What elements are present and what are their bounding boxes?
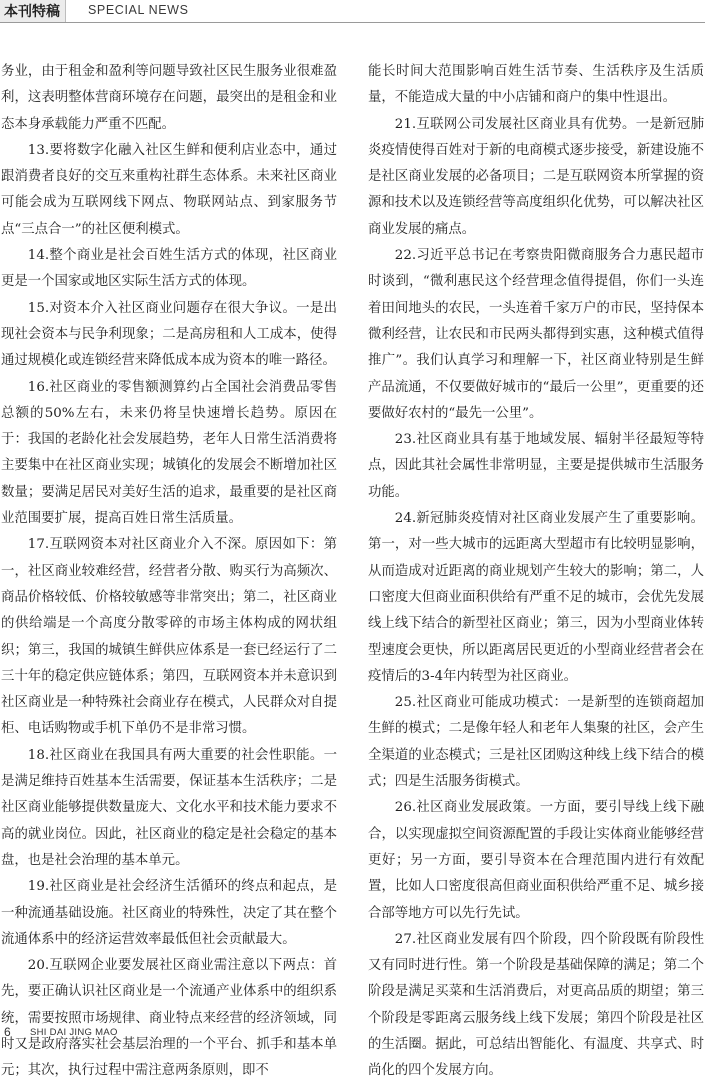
- page-header: [0, 0, 705, 23]
- page-number: 6: [4, 1025, 11, 1039]
- magazine-name: SHI DAI JING MAO: [30, 1027, 118, 1038]
- paragraph: 23.社区商业具有基于地域发展、辐射半径最短等特点，因此其社会属性非常明显，主要是提供城市生活服务功能。: [368, 432, 704, 500]
- paragraph: 22.习近平总书记在考察贵阳微商服务合力惠民超市时谈到，“微利惠民这个经营理念值得提倡，你们一头连着田间地头的农民，一头连着千家万户的市民，坚持保本微利经营，让农民和市民两头都得到实惠，这种模式值得推广”。我们认真学习和理解一下，社区商业特别是生鲜产品流通，不仅要做好城市的“最后一公里”，更重要的还要做好农村的“最先一公里”。: [368, 248, 704, 421]
- paragraph: 能长时间大范围影响百姓生活节奏、生活秩序及生活质量，不能造成大量的中小店铺和商户的集中性退出。: [368, 64, 704, 106]
- section-title-en: SPECIAL NEWS: [88, 3, 189, 17]
- paragraph: 务业，由于租金和盈利等问题导致社区民生服务业很难盈利，这表明整体营商环境存在问题，最突出的是租金和业态本身承载能力严重不匹配。: [1, 64, 337, 132]
- paragraph: 18.社区商业在我国具有两大重要的社会性职能。一是满足维持百姓基本生活需要，保证基本生活秩序；二是社区商业能够提供数量庞大、文化水平和技术能力要求不高的就业岗位。因此，社区商业的稳定是社会稳定的基本盘，也是社会治理的基本单元。: [1, 747, 337, 868]
- paragraph: 24.新冠肺炎疫情对社区商业发展产生了重要影响。第一，对一些大城市的远距离大型超市有比较明显影响，从而造成对近距离的商业规划产生较大的影响；第二，人口密度大但商业面积供给有严重不足的城市，会优先发展线上线下结合的新型社区商业；第三，因为小型商业体转型速度会更快，所以距离居民更近的小型商业经营者会在疫情后的3-4年内转型为社区商业。: [368, 511, 704, 684]
- right-column: [368, 59, 704, 1079]
- paragraph: 25.社区商业可能成功模式：一是新型的连锁商超加生鲜的模式；二是像年轻人和老年人集聚的社区，会产生全渠道的业态模式；三是社区团购这种线上线下结合的模式；四是生活服务街模式。: [368, 695, 704, 790]
- paragraph: 27.社区商业发展有四个阶段，四个阶段既有阶段性又有同时进行性。第一个阶段是基础保障的满足；第二个阶段是满足买菜和生活消费后，对更高品质的期望；第三个阶段是零距离云服务线上线下发展；第四个阶段是社区的生活圈。据此，可总结出智能化、有温度、共享式、时尚化的四个发展方向。: [368, 931, 704, 1079]
- paragraph: 20.互联网企业要发展社区商业需注意以下两点：首先，要正确认识社区商业是一个流通产业体系中的组织系统，需要按照市场规律、商业特点来经营的经济领域，同时又是政府落实社会基层治理的一个平台、抓手和基本单元；其次，执行过程中需注意两条原则，即不: [1, 958, 337, 1079]
- paragraph: 19.社区商业是社会经济生活循环的终点和起点，是一种流通基础设施。社区商业的特殊性，决定了其在整个流通体系中的经济运营效率最低但社会贡献最大。: [1, 879, 337, 947]
- paragraph: 14.整个商业是社会百姓生活方式的体现，社区商业更是一个国家或地区实际生活方式的体现。: [1, 248, 337, 290]
- paragraph: 26.社区商业发展政策。一方面，要引导线上线下融合，以实现虚拟空间资源配置的手段让实体商业能够经营更好；另一方面，要引导资本在合理范围内进行有效配置，比如人口密度很高但商业面积供给严重不足、城乡接合部等地方可以先行先试。: [368, 800, 704, 921]
- paragraph: 17.互联网资本对社区商业介入不深。原因如下：第一，社区商业较难经营，经营者分散、购买行为高频次、商品价格较低、价格较敏感等非常突出；第二，社区商业的供给端是一个高度分散零碎的市场主体构成的网状组织；第三，我国的城镇生鲜供应体系是一套已经运行了二三十年的稳定供应链体系；第四，互联网资本并未意识到社区商业是一种特殊社会商业存在模式，人民群众对自提柜、电话购物或手机下单仍不是非常习惯。: [1, 537, 337, 737]
- paragraph: 16.社区商业的零售额测算约占全国社会消费品零售总额的50%左右，未来仍将呈快速增长趋势。原因在于：我国的老龄化社会发展趋势，老年人日常生活消费将主要集中在社区商业实现；城镇化的发展会不断增加社区数量；要满足居民对美好生活的追求，最重要的是社区商业范围要扩展，提高百姓日常生活质量。: [1, 379, 337, 527]
- paragraph: 21.互联网公司发展社区商业具有优势。一是新冠肺炎疫情使得百姓对于新的电商模式逐步接受，新建设施不是社区商业发展的必备项目；二是互联网资本所掌握的资源和技术以及连锁经营等高度组织化优势，可以解决社区商业发展的痛点。: [368, 116, 704, 237]
- paragraph: 15.对资本介入社区商业问题存在很大争议。一是出现社会资本与民争利现象；二是高房租和人工成本，使得通过规模化或连锁经营来降低成本成为资本的唯一路径。: [1, 300, 337, 369]
- paragraph: 13.要将数字化融入社区生鲜和便利店业态中，通过跟消费者良好的交互来重构社群生态体系。未来社区商业可能会成为互联网线下网点、物联网站点、到家服务节点“三点合一”的社区便利模式。: [1, 142, 337, 237]
- section-title: 本刊特稿: [0, 0, 66, 22]
